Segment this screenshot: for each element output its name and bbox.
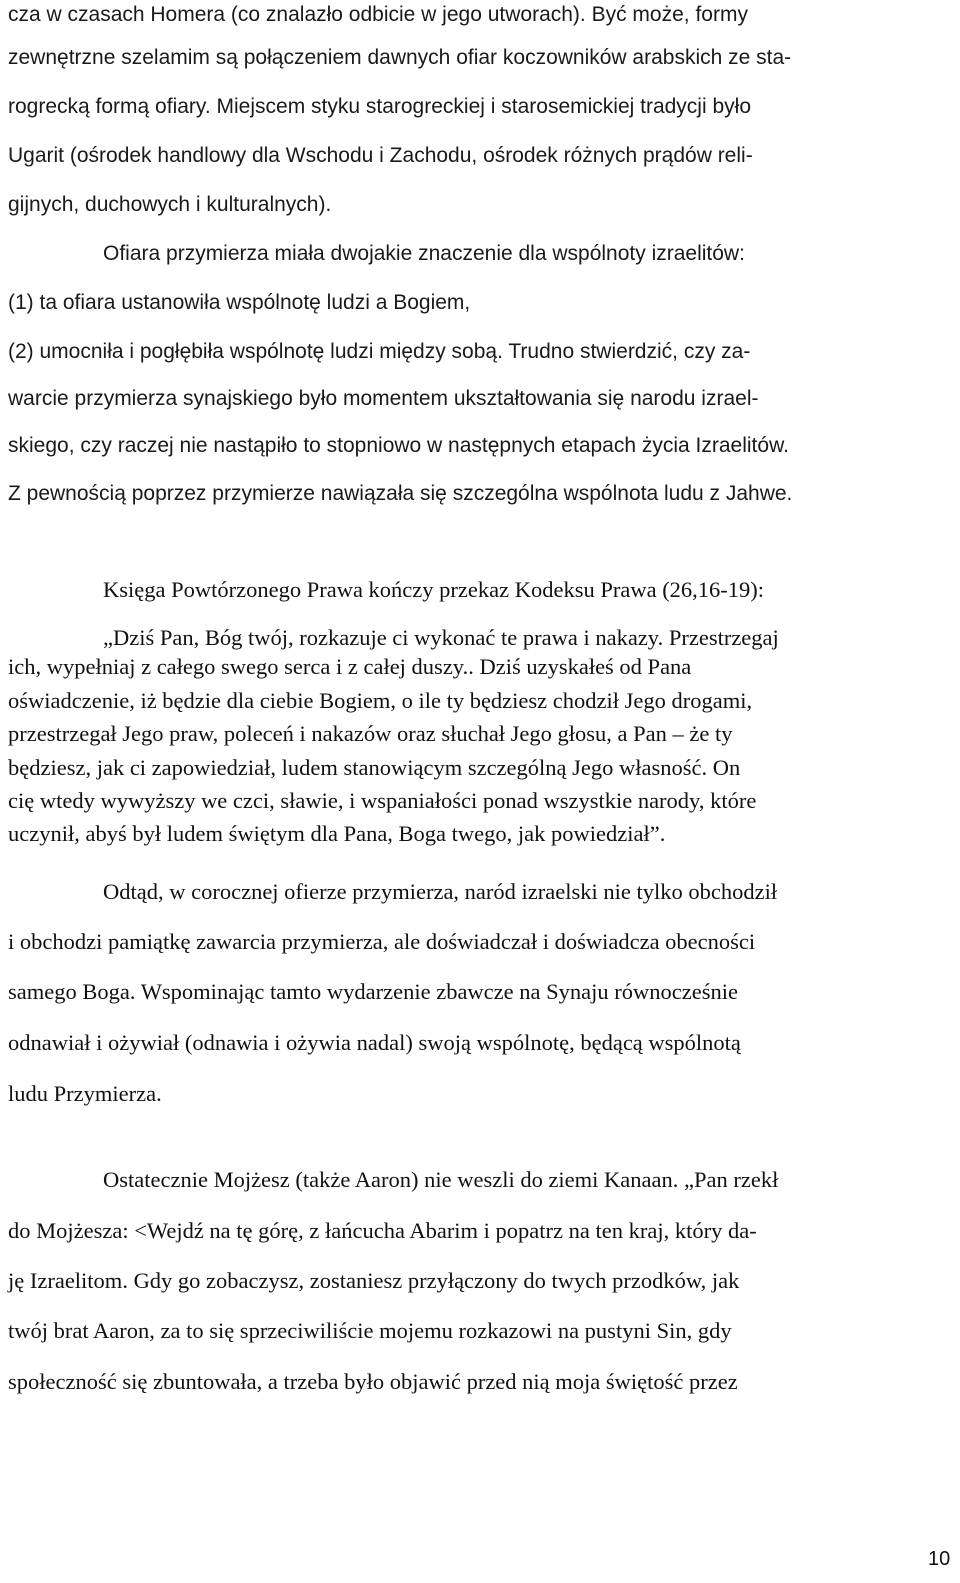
text-line: cza w czasach Homera (co znalazło odbicie w jego utworach). Być może, formy — [8, 3, 748, 26]
text-line: skiego, czy raczej nie nastąpiło to stopniowo w następnych etapach życia Izraelitów. — [8, 434, 789, 457]
text-line: uczynił, abyś był ludem świętym dla Pana, Boga twego, jak powiedział”. — [8, 821, 666, 846]
text-line: twój brat Aaron, za to się sprzeciwiliście mojemu rozkazowi na pustyni Sin, gdy — [8, 1318, 732, 1343]
text-line: i obchodzi pamiątkę zawarcia przymierza, ale doświadczał i doświadcza obecności — [8, 929, 756, 954]
text-line: samego Boga. Wspominając tamto wydarzenie zbawcze na Synaju równocześnie — [8, 979, 738, 1004]
text-line: Odtąd, w corocznej ofierze przymierza, naród izraelski nie tylko obchodził — [103, 879, 778, 904]
text-line: Księga Powtórzonego Prawa kończy przekaz Kodeksu Prawa (26,16-19): — [103, 577, 765, 602]
text-line: (1) ta ofiara ustanowiła wspólnotę ludzi a Bogiem, — [8, 291, 471, 314]
text-line: ję Izraelitom. Gdy go zobaczysz, zostaniesz przyłączony do twych przodków, jak — [8, 1268, 740, 1293]
text-line: przestrzegał Jego praw, poleceń i nakazów oraz słuchał Jego głosu, a Pan – że ty — [8, 721, 733, 746]
text-line: warcie przymierza synajskiego było momentem ukształtowania się narodu izrael- — [8, 387, 759, 410]
text-line: gijnych, duchowych i kulturalnych). — [8, 193, 332, 216]
text-line: ludu Przymierza. — [8, 1081, 162, 1106]
text-line: odnawiał i ożywiał (odnawia i ożywia nadal) swoją wspólnotę, będącą wspólnotą — [8, 1030, 741, 1055]
text-line: ich, wypełniaj z całego swego serca i z całej duszy.. Dziś uzyskałeś od Pana — [8, 654, 692, 679]
text-line: oświadczenie, iż będzie dla ciebie Bogiem, o ile ty będziesz chodził Jego drogami, — [8, 688, 753, 713]
text-line: „Dziś Pan, Bóg twój, rozkazuje ci wykonać te prawa i nakazy. Przestrzegaj — [103, 625, 779, 650]
text-line: cię wtedy wywyższy we czci, sławie, i wspaniałości ponad wszystkie narody, które — [8, 788, 757, 813]
text-line: Ugarit (ośrodek handlowy dla Wschodu i Zachodu, ośrodek różnych prądów reli- — [8, 144, 753, 167]
text-line: będziesz, jak ci zapowiedział, ludem stanowiącym szczególną Jego własność. On — [8, 755, 741, 780]
text-line: Ofiara przymierza miała dwojakie znaczenie dla wspólnoty izraelitów: — [103, 242, 745, 265]
page-number: 10 — [928, 1548, 951, 1570]
text-line: (2) umocniła i pogłębiła wspólnotę ludzi między sobą. Trudno stwierdzić, czy za- — [8, 340, 751, 363]
text-line: Ostatecznie Mojżesz (także Aaron) nie weszli do ziemi Kanaan. „Pan rzekł — [103, 1167, 779, 1192]
text-line: do Mojżesza: <Wejdź na tę górę, z łańcucha Abarim i popatrz na ten kraj, który da- — [8, 1218, 757, 1243]
text-line: zewnętrzne szelamim są połączeniem dawnych ofiar koczowników arabskich ze sta- — [8, 46, 792, 69]
text-line: rogrecką formą ofiary. Miejscem styku starogreckiej i starosemickiej tradycji było — [8, 95, 751, 118]
text-line: Z pewnością poprzez przymierze nawiązała się szczególna wspólnota ludu z Jahwe. — [8, 482, 793, 505]
text-line: społeczność się zbuntowała, a trzeba było objawić przed nią moja świętość przez — [8, 1369, 738, 1394]
